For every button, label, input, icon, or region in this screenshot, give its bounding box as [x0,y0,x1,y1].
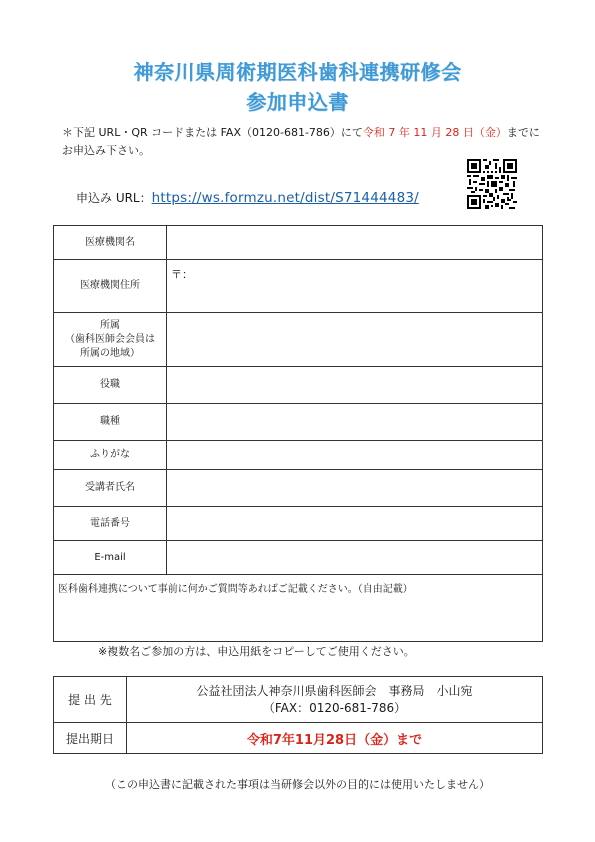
field-position[interactable] [167,367,543,404]
field-institution-name[interactable] [167,226,543,260]
table-row [54,260,543,313]
field-institution-address[interactable] [167,260,543,313]
deadline-value [127,723,543,754]
page-subtitle: 参加申込書 [246,90,349,114]
postal-mark: 〒： [171,268,193,281]
label-email: E-mail [54,541,167,575]
field-free-comment[interactable] [54,575,543,642]
label-institution-address: 医療機関住所 [54,260,167,313]
field-occupation[interactable] [167,404,543,441]
label-position: 役職 [54,367,167,404]
label-affiliation-line1: 所属 [100,319,120,331]
submission-table [53,676,543,754]
free-comment-label: 医科歯科連携について事前に何かご質問等あればご記載ください。（自由記載） [58,584,413,595]
deadline-text: 令和7年11月28日（金）まで [246,732,423,748]
destination-info [127,677,543,723]
note-text-1: ＊下記 URL・QR コードまたは FAX（0120-681-786）にて [62,126,363,139]
instruction-note [62,124,547,160]
note-text-2: までにお申込み下さい。 [62,126,540,157]
field-furigana[interactable] [167,441,543,470]
table-row [54,470,543,507]
destination-line1: 公益社団法人神奈川県歯科医師会 事務局 小山宛 [196,683,473,698]
label-institution-name: 医療機関名 [54,226,167,260]
label-affiliation [54,313,167,367]
table-row [54,723,543,754]
field-attendee-name[interactable] [167,470,543,507]
table-row [54,541,543,575]
table-row [54,677,543,723]
table-row [54,313,543,367]
page-title: 神奈川県周術期医科歯科連携研修会 [133,60,462,84]
table-row [54,507,543,541]
application-url-link[interactable]: https://ws.formzu.net/dist/S71444483/ [151,190,419,206]
note-deadline: 令和 7 年 11 月 28 日（金） [362,126,507,139]
label-attendee-name: 受講者氏名 [54,470,167,507]
table-row [54,441,543,470]
label-destination: 提 出 先 [54,677,127,723]
label-occupation: 職種 [54,404,167,441]
field-affiliation[interactable] [167,313,543,367]
copy-footnote: ※複数名ご参加の方は、申込用紙をコピーしてご使用ください。 [98,645,415,658]
field-phone[interactable] [167,507,543,541]
table-row [54,575,543,642]
table-row [54,404,543,441]
table-row [54,226,543,260]
destination-fax: （FAX：0120-681-786） [262,700,407,715]
label-phone: 電話番号 [54,507,167,541]
field-email[interactable] [167,541,543,575]
privacy-disclaimer: （この申込書に記載された事項は当研修会以外の目的には使用いたしません） [105,778,490,791]
table-row [54,367,543,404]
label-affiliation-line3: 所属の地域） [80,347,140,359]
label-affiliation-line2: （歯科医師会会員は [65,333,155,345]
url-row [76,189,419,206]
application-form-table [53,225,543,642]
label-furigana: ふりがな [54,441,167,470]
url-label: 申込み URL： [76,191,152,205]
label-deadline: 提出期日 [54,723,127,754]
qr-code-icon [467,159,517,209]
